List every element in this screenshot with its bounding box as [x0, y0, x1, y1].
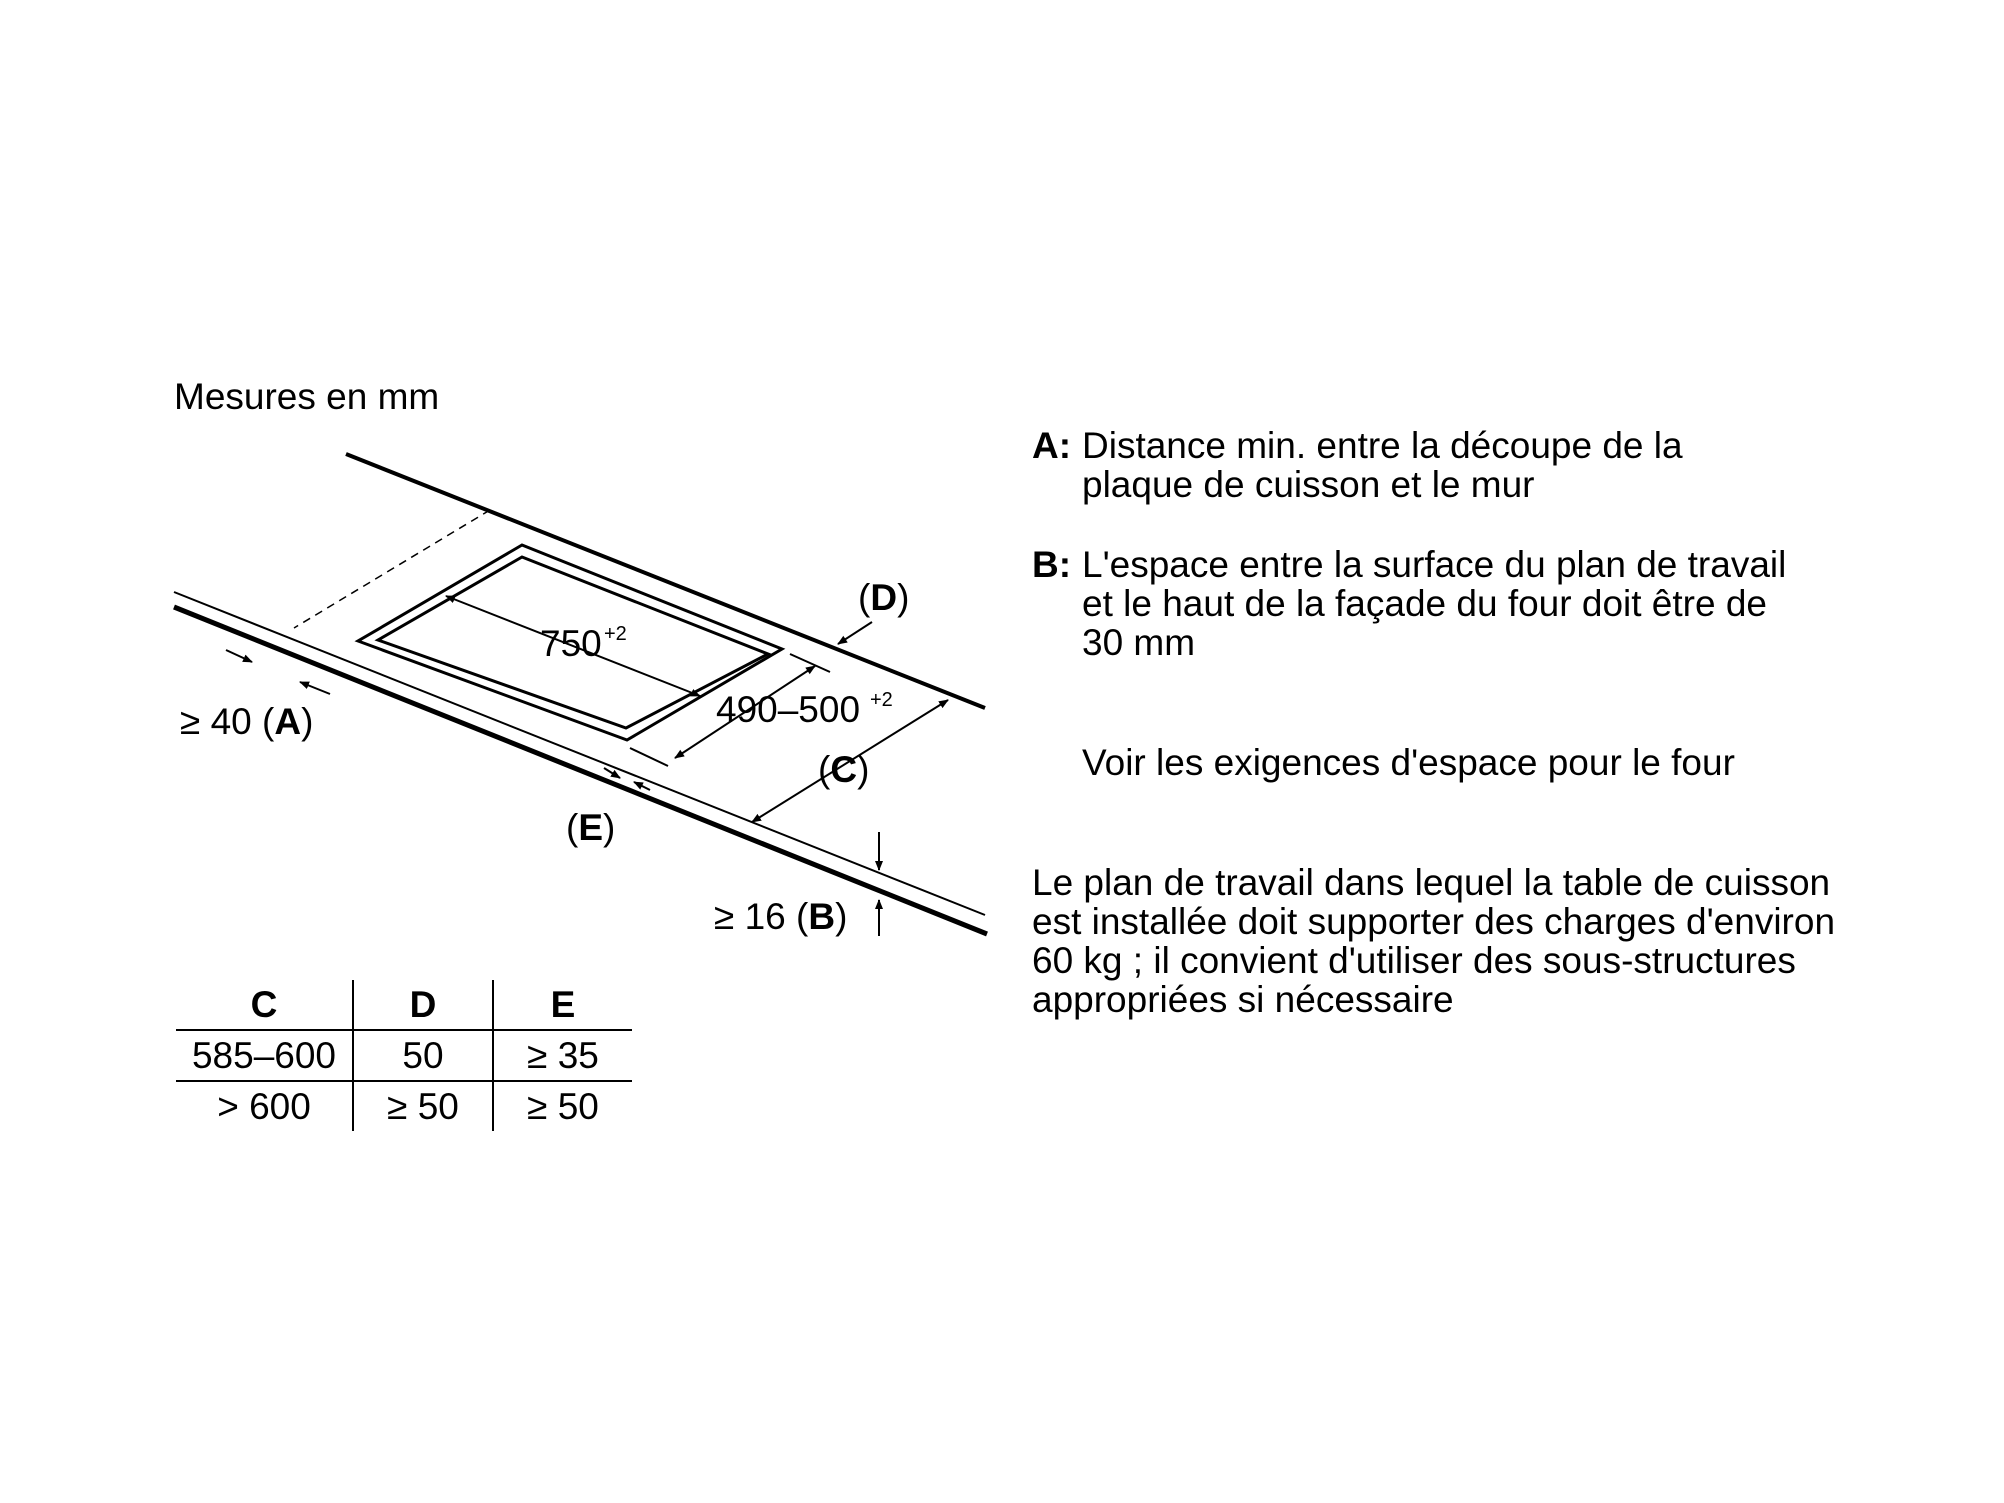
table-header-d: D — [353, 980, 493, 1030]
e-open-paren: ( — [566, 807, 579, 848]
table-header-c: C — [176, 980, 353, 1030]
legend-b-key: B: — [1032, 544, 1072, 585]
cutout-length-tolerance: +2 — [604, 623, 627, 645]
d-dimension-arrow — [838, 622, 872, 644]
table-header-e: E — [493, 980, 632, 1030]
table-cell: 585–600 — [176, 1030, 353, 1081]
a-key: A — [274, 701, 302, 742]
table-cell: ≥ 35 — [493, 1030, 632, 1081]
table-cell: > 600 — [217, 1086, 311, 1127]
worktop-load-note: Le plan de travail dans lequel la table de cuisson est installée doit supporter des charges d'environ 60 kg ; il convient d'utiliser des sous-structures appropriées si nécessaire — [1032, 862, 1836, 1020]
units-label: Mesures en mm — [174, 376, 440, 417]
b-label — [714, 896, 847, 937]
legend-a-key: A: — [1032, 425, 1072, 466]
legend-a-text: Distance min. entre la découpe de la plaque de cuisson et le mur — [1082, 425, 1683, 505]
d-open-paren: ( — [858, 577, 871, 618]
c-key: C — [830, 749, 858, 790]
b-close-paren: ) — [835, 896, 848, 937]
a-prefix: ≥ 40 ( — [180, 701, 275, 742]
d-key: D — [870, 577, 898, 618]
e-key: E — [578, 807, 604, 848]
table-row — [176, 1081, 632, 1131]
table-row — [176, 1030, 632, 1081]
legend-b-text: L'espace entre la surface du plan de travail et le haut de la façade du four doit être de 30 mm — [1082, 544, 1787, 663]
cutout-depth-tolerance: +2 — [870, 689, 893, 711]
e-label — [566, 807, 615, 848]
d-close-paren: ) — [897, 577, 910, 618]
a-dimension-arrow-right — [300, 682, 330, 694]
c-open-paren: ( — [818, 749, 831, 790]
oven-requirements-note: Voir les exigences d'espace pour le four — [1082, 742, 1735, 783]
b-prefix: ≥ 16 ( — [714, 896, 809, 937]
e-close-paren: ) — [603, 807, 616, 848]
table-cell: 50 — [353, 1030, 493, 1081]
table-cell: ≥ 50 — [353, 1081, 493, 1131]
cutout-length-value: 750 — [540, 623, 602, 664]
e-dimension-arrow-right — [634, 782, 650, 790]
cutout-depth-value: 490–500 — [716, 689, 861, 730]
table-header-row — [176, 980, 632, 1030]
table-cell: ≥ 50 — [493, 1081, 632, 1131]
a-dimension-arrow-left — [226, 650, 252, 662]
b-key: B — [808, 896, 836, 937]
d-label — [858, 577, 909, 618]
a-close-paren: ) — [301, 701, 314, 742]
wall-reference-line — [294, 510, 490, 628]
c-label — [818, 749, 869, 790]
dimensions-table — [176, 980, 632, 1131]
depth-extension-bottom — [630, 748, 668, 766]
a-label — [180, 701, 313, 742]
c-close-paren: ) — [857, 749, 870, 790]
